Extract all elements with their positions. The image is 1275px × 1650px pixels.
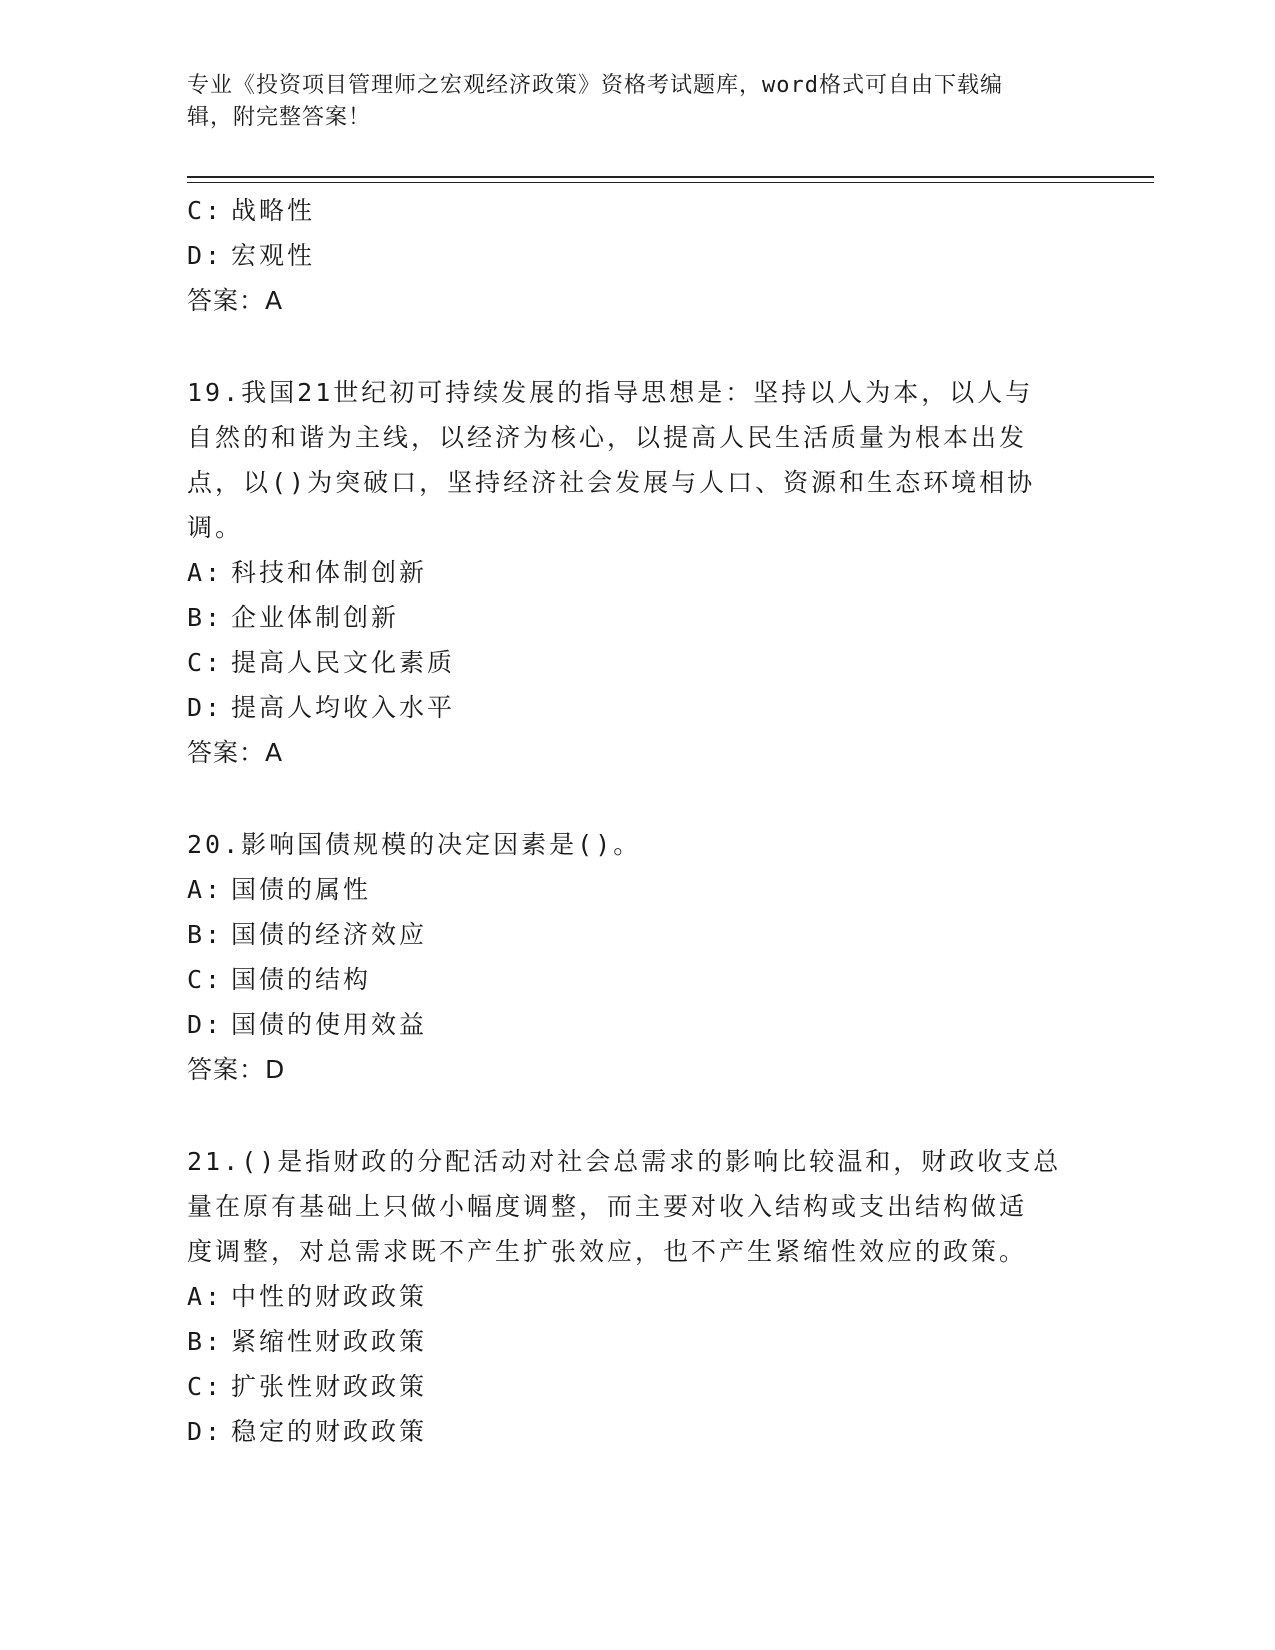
- option-letter: A:: [187, 558, 224, 587]
- option-letter: C:: [187, 965, 224, 994]
- option-text: 国债的使用效益: [231, 1010, 428, 1039]
- header-divider-thin: [187, 182, 1154, 183]
- option-d: [187, 685, 1107, 730]
- question-text-line: 19.我国21世纪初可持续发展的指导思想是：坚持以人为本，以人与: [187, 378, 1034, 407]
- option-letter: A:: [187, 875, 224, 904]
- option-text: 宏观性: [231, 241, 316, 270]
- question-text-line: 调。: [187, 513, 244, 542]
- option-a: [187, 1274, 1107, 1319]
- option-text: 国债的结构: [231, 965, 372, 994]
- question-text-line: 点，以()为突破口，坚持经济社会发展与人口、资源和生态环境相协: [187, 468, 1036, 497]
- option-letter: A:: [187, 1282, 224, 1311]
- option-c: [187, 1364, 1107, 1409]
- answer: 答案：A: [187, 286, 284, 315]
- option-b: [187, 1319, 1107, 1364]
- question-text-line: 20.影响国债规模的决定因素是()。: [187, 830, 642, 859]
- option-d: [187, 233, 1107, 278]
- answer: 答案：A: [187, 738, 284, 767]
- option-letter: D:: [187, 1010, 224, 1039]
- question-text-line: 度调整，对总需求既不产生扩张效应，也不产生紧缩性效应的政策。: [187, 1237, 1028, 1266]
- header-line-2: 辑，附完整答案！: [187, 105, 372, 130]
- option-b: [187, 912, 1107, 957]
- header-line-1: 专业《投资项目管理师之宏观经济政策》资格考试题库，word格式可自由下载编: [187, 73, 1003, 98]
- question-text-line: 量在原有基础上只做小幅度调整，而主要对收入结构或支出结构做适: [187, 1192, 1028, 1221]
- option-text: 稳定的财政政策: [231, 1417, 428, 1446]
- option-text: 提高人民文化素质: [231, 648, 456, 677]
- option-a: [187, 550, 1107, 595]
- option-letter: B:: [187, 603, 224, 632]
- option-letter: C:: [187, 196, 224, 225]
- option-letter: C:: [187, 648, 224, 677]
- option-b: [187, 595, 1107, 640]
- option-d: [187, 1002, 1107, 1047]
- question-content: [187, 188, 1107, 1454]
- question-21: [187, 1139, 1107, 1454]
- option-text: 提高人均收入水平: [231, 693, 456, 722]
- option-c: [187, 188, 1107, 233]
- option-c: [187, 957, 1107, 1002]
- option-text: 国债的经济效应: [231, 920, 428, 949]
- option-text: 扩张性财政政策: [231, 1372, 428, 1401]
- option-letter: C:: [187, 1372, 224, 1401]
- answer: 答案：D: [187, 1055, 286, 1084]
- option-letter: D:: [187, 1417, 224, 1446]
- option-a: [187, 867, 1107, 912]
- document-header: [187, 70, 1087, 134]
- option-letter: D:: [187, 241, 224, 270]
- option-text: 企业体制创新: [231, 603, 400, 632]
- option-text: 紧缩性财政政策: [231, 1327, 428, 1356]
- header-divider-thick: [187, 176, 1154, 178]
- question-19: [187, 370, 1107, 775]
- question-text-line: 自然的和谐为主线，以经济为核心，以提高人民生活质量为根本出发: [187, 423, 1028, 452]
- option-text: 科技和体制创新: [231, 558, 428, 587]
- option-text: 战略性: [231, 196, 316, 225]
- option-letter: B:: [187, 1327, 224, 1356]
- option-c: [187, 640, 1107, 685]
- option-d: [187, 1409, 1107, 1454]
- question-text-line: 21.()是指财政的分配活动对社会总需求的影响比较温和，财政收支总: [187, 1147, 1062, 1176]
- option-text: 国债的属性: [231, 875, 372, 904]
- option-letter: B:: [187, 920, 224, 949]
- option-text: 中性的财政政策: [231, 1282, 428, 1311]
- option-letter: D:: [187, 693, 224, 722]
- question-20: [187, 822, 1107, 1092]
